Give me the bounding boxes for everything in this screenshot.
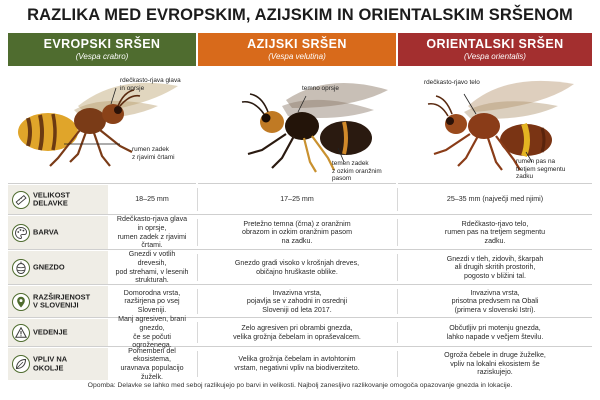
cell-asian: Velika grožnja čebelam in avtohtonim vrstam, negativni vpliv na biodiverziteto. [234, 355, 360, 372]
photo-european-hornet [8, 66, 196, 184]
cell-oriental: Rdečkasto-rjavo telo, rumen pas na tretjem segmentu zadku. [444, 219, 546, 245]
photo-asian-hornet [198, 66, 396, 184]
cell-asian: 17–25 mm [280, 195, 314, 204]
row-label: VELIKOST DELAVKE [33, 189, 70, 208]
table-row-color [8, 216, 592, 250]
cell-oriental: 25–35 mm (največji med njimi) [446, 195, 544, 204]
annotation-abdomen: rumen pas na tretjem segmentu zadku [516, 158, 566, 181]
cell-asian: Zelo agresiven pri obrambi gnezda, velika grožnja čebelam in opraševalcem. [233, 323, 361, 341]
row-label-cell [8, 251, 108, 284]
column-header-asian [198, 33, 396, 66]
row-label: VEDENJE [33, 327, 68, 337]
footnote: Opomba: Delavke se lahko med seboj razlikujejo po barvi in velikosti. Najbolj zanesljivo razlikovanje omogoča opazovanje gnezda in lokacije. [87, 382, 513, 389]
annotation-thorax: temno oprsje [302, 85, 339, 92]
annotation-abdomen: rumen zadek z rjavimi črtami [132, 146, 175, 161]
cell-asian: Pretežno temna (črna) z oranžnim obrazom in ozkim oranžnim pasom na zadku. [242, 219, 352, 245]
column-title: EVROPSKI SRŠEN [43, 37, 161, 51]
table-row-behavior [8, 315, 592, 350]
column-latin-name: (Vespa orientalis) [464, 52, 526, 61]
cell-european: 18–25 mm [135, 195, 169, 204]
column-latin-name: (Vespa velutina) [268, 52, 326, 61]
row-label-cell [8, 348, 108, 380]
table-row-impact [8, 348, 592, 380]
row-label: RAZŠIRJENOST V SLOVENIJI [33, 291, 91, 310]
table-row-distribution [8, 286, 592, 318]
page-title: RAZLIKA MED EVROPSKIM, AZIJSKIM IN ORIENTALSKIM SRŠENOM [27, 6, 573, 24]
cell-european: Manj agresiven, brani gnezdo, če se počuti ogroženega. [118, 315, 186, 350]
ruler-icon [12, 191, 30, 209]
cell-european: Pomemben del ekosistema, uravnava populacijo žuželk. [120, 346, 184, 381]
column-latin-name: (Vespa crabro) [75, 52, 129, 61]
location-pin-icon [12, 293, 30, 311]
nest-icon [12, 259, 30, 277]
cell-oriental: Občutljiv pri motenju gnezda, lahko napade v večjem številu. [446, 323, 544, 341]
row-label: GNEZDO [33, 262, 65, 272]
column-header-european [8, 33, 196, 66]
annotation-body: rdečkasto-rjavo telo [424, 79, 480, 86]
cell-european: Gnezdi v votlih drevesih, pod strehami, v lesenih strukturah. [115, 250, 189, 285]
palette-icon [12, 224, 30, 242]
warning-icon [12, 324, 30, 342]
cell-oriental: Invazivna vrsta, prisotna predvsem na Obali (primera v slovenski Istri). [451, 288, 539, 314]
row-label-cell [8, 286, 108, 317]
column-title: ORIENTALSKI SRŠEN [426, 37, 564, 51]
cell-oriental: Ogroža čebele in druge žuželke, vpliv na lokalni ekosistem še raziskujejo. [444, 351, 546, 377]
cell-european: Rdečkasto-rjava glava in oprsje, rumen zadek z rjavimi črtami. [116, 215, 188, 250]
row-label-cell [8, 319, 108, 346]
cell-oriental: Gnezdi v tleh, zidovih, škarpah ali drugih skritih prostorih, pogosto v bližini tal. [446, 254, 544, 280]
table-row-size [8, 185, 592, 215]
cell-european: Domorodna vrsta, razširjena po vsej Sloveniji. [123, 288, 181, 314]
cell-asian: Gnezdo gradi visoko v krošnjah dreves, običajno hruškaste oblike. [234, 258, 360, 276]
annotation-abdomen: temen zadek z ozkim oranžnim pasom [332, 160, 382, 183]
column-header-oriental [398, 33, 592, 66]
cell-asian: Invazivna vrsta, pojavlja se v zahodni in osrednji Sloveniji od leta 2017. [246, 288, 348, 314]
leaf-icon [12, 355, 30, 373]
annotation-head: rdečkasto-rjava glava in oprsje [120, 77, 181, 92]
table-row-nest [8, 251, 592, 285]
row-label: BARVA [33, 227, 59, 237]
row-label: VPLIV NA OKOLJE [33, 354, 68, 372]
row-label-cell [8, 185, 108, 214]
row-label-cell [8, 216, 108, 249]
photo-oriental-hornet [398, 66, 592, 184]
column-title: AZIJSKI SRŠEN [247, 37, 347, 51]
